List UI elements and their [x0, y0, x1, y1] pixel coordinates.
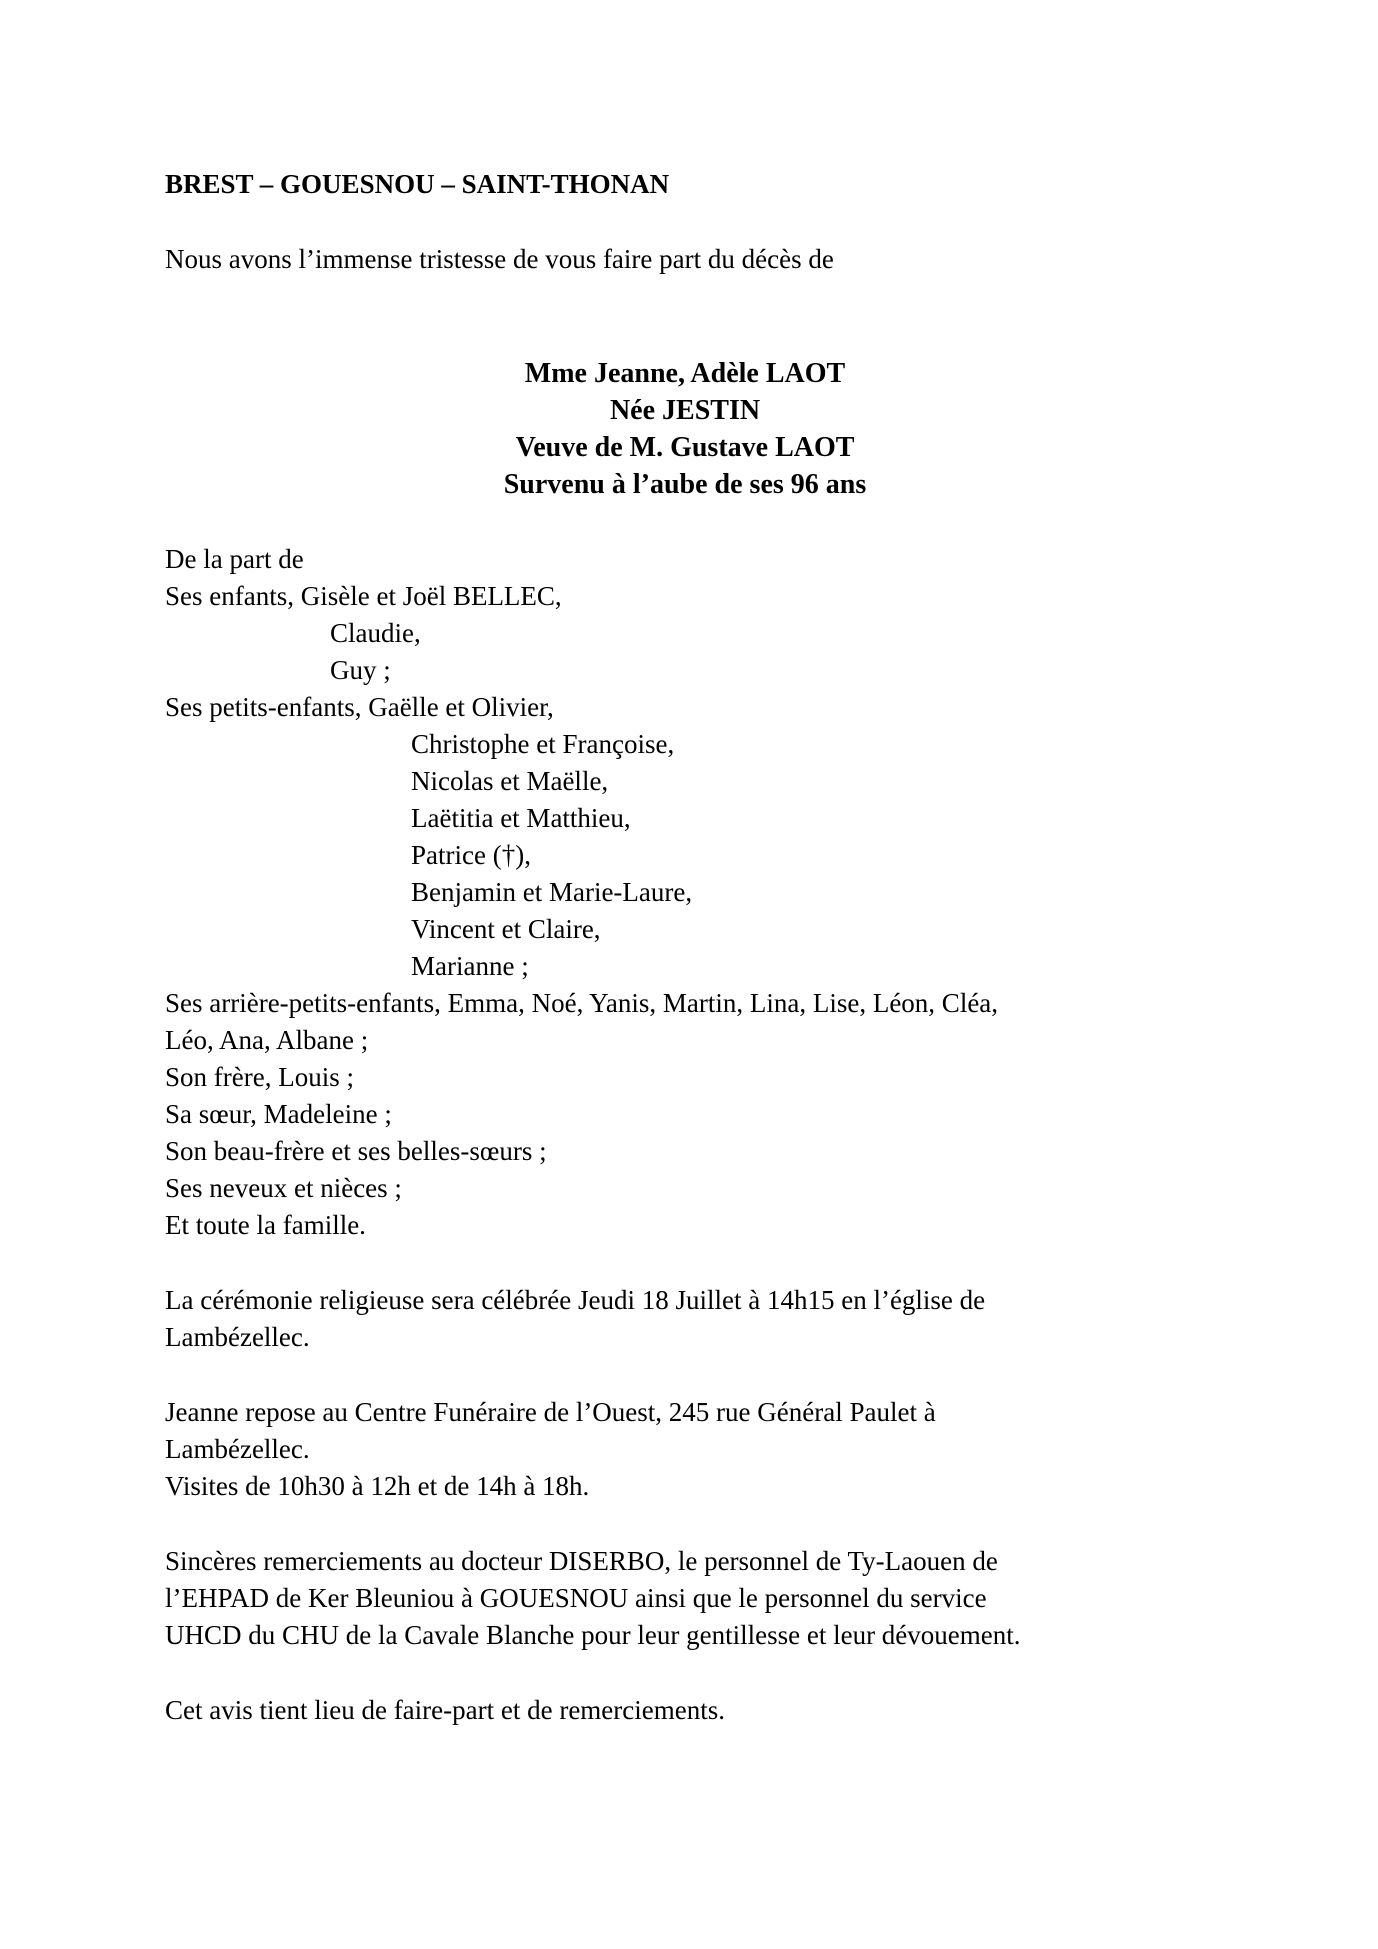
children-first-line	[165, 578, 562, 615]
location-header: BREST – GOUESNOU – SAINT-THONAN	[165, 169, 670, 199]
great-grandchildren-line: Léo, Ana, Albane ;	[165, 1025, 369, 1055]
intro-text: Nous avons l’immense tristesse de vous faire part du décès de	[165, 244, 834, 274]
grandchild-entry: Nicolas et Maëlle,	[411, 766, 609, 796]
deceased-age: Survenu à l’aube de ses 96 ans	[503, 469, 867, 500]
grandchild-entry: Vincent et Claire,	[411, 914, 601, 944]
grandchild-entry: Patrice (†),	[411, 840, 531, 870]
thanks-text: l’EHPAD de Ker Bleuniou à GOUESNOU ainsi que le personnel du service	[165, 1583, 987, 1613]
sister-line: Sa sœur, Madeleine ;	[165, 1099, 392, 1129]
ceremony-text: La cérémonie religieuse sera célébrée Jeudi 18 Juillet à 14h15 en l’église de	[165, 1285, 986, 1315]
repose-text: Lambézellec.	[165, 1434, 310, 1464]
grandchild-entry: Laëtitia et Matthieu,	[411, 803, 631, 833]
grandchildren-first-line	[165, 689, 554, 726]
great-grandchildren-line: Ses arrière-petits-enfants, Emma, Noé, Yanis, Martin, Lina, Lise, Léon, Cléa,	[165, 988, 999, 1018]
children-label: Ses enfants,	[165, 581, 301, 611]
grandchild-entry: Christophe et Françoise,	[411, 729, 675, 759]
deceased-name: Mme Jeanne, Adèle LAOT	[524, 358, 846, 389]
in-laws-line: Son beau-frère et ses belles-sœurs ;	[165, 1136, 547, 1166]
deceased-birth-name: Née JESTIN	[609, 395, 761, 426]
child-entry: Claudie,	[330, 618, 421, 648]
grandchildren-label: Ses petits-enfants,	[165, 692, 369, 722]
ceremony-text: Lambézellec.	[165, 1322, 310, 1352]
grandchild-entry: Marianne ;	[411, 951, 529, 981]
repose-text: Jeanne repose au Centre Funéraire de l’Ouest, 245 rue Général Paulet à	[165, 1397, 936, 1427]
visits-text: Visites de 10h30 à 12h et de 14h à 18h.	[165, 1471, 590, 1501]
deceased-widow-of: Veuve de M. Gustave LAOT	[515, 432, 855, 463]
grandchild-entry: Gaëlle et Olivier,	[368, 692, 554, 722]
all-family-line: Et toute la famille.	[165, 1210, 366, 1240]
family-intro: De la part de	[165, 544, 304, 574]
brother-line: Son frère, Louis ;	[165, 1062, 354, 1092]
child-entry: Gisèle et Joël BELLEC,	[300, 581, 562, 611]
grandchild-entry: Benjamin et Marie-Laure,	[411, 877, 693, 907]
thanks-text: UHCD du CHU de la Cavale Blanche pour leur gentillesse et leur dévouement.	[165, 1620, 1021, 1650]
nephews-line: Ses neveux et nièces ;	[165, 1173, 402, 1203]
closing-text: Cet avis tient lieu de faire-part et de remerciements.	[165, 1695, 725, 1725]
thanks-text: Sincères remerciements au docteur DISERBO, le personnel de Ty-Laouen de	[165, 1546, 998, 1576]
child-entry: Guy ;	[330, 655, 391, 685]
